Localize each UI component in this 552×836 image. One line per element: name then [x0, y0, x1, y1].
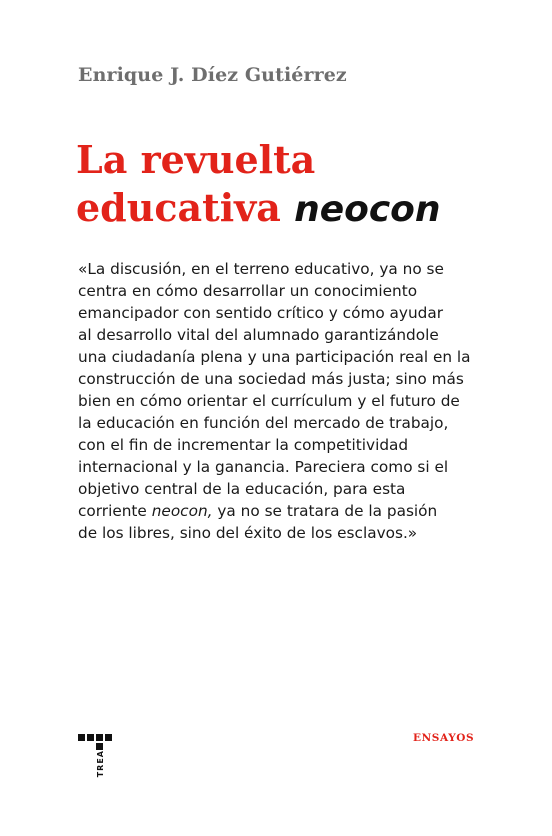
quote-line: objetivo central de la educación, para esta	[78, 480, 406, 498]
quote-line	[78, 500, 478, 522]
quote-line: internacional y la ganancia. Pareciera como si el	[78, 458, 449, 476]
quote-line12-post: ya no se tratara de la pasión	[212, 502, 438, 520]
quote-line: emancipador con sentido crítico y cómo ayudar	[78, 304, 444, 322]
quote-line: la educación en función del mercado de trabajo,	[78, 414, 449, 432]
quote-line: al desarrollo vital del alumnado garantizándole	[78, 326, 439, 344]
logo-square	[78, 734, 85, 741]
quote-line: «La discusión, en el terreno educativo, ya no se	[78, 260, 444, 278]
logo-square	[96, 743, 103, 750]
title-line-2	[76, 184, 441, 234]
publisher-logo	[78, 734, 118, 776]
title-word-neocon: neocon	[294, 189, 441, 230]
quote-italic-neocon: neocon,	[151, 502, 213, 520]
quote-line12-pre: corriente	[78, 502, 152, 520]
logo-square	[96, 734, 103, 741]
quote-line: bien en cómo orientar el currículum y el futuro de	[78, 392, 460, 410]
author-name: Enrique J. Díez Gutiérrez	[78, 64, 347, 86]
quote-line: construcción de una sociedad más justa; sino más	[78, 370, 464, 388]
logo-square	[87, 734, 94, 741]
series-label: ENSAYOS	[413, 732, 475, 744]
cover-quote	[78, 258, 478, 544]
quote-line: con el fin de incrementar la competitividad	[78, 436, 409, 454]
title-word-educativa: educativa	[76, 185, 281, 230]
quote-line: una ciudadanía plena y una participación real en la	[78, 348, 471, 366]
quote-line: de los libres, sino del éxito de los esclavos.»	[78, 524, 418, 542]
publisher-name: TREA	[96, 750, 105, 778]
book-title	[76, 136, 441, 234]
title-line-1: La revuelta	[76, 137, 316, 182]
quote-line: centra en cómo desarrollar un conocimiento	[78, 282, 418, 300]
logo-square	[105, 734, 112, 741]
